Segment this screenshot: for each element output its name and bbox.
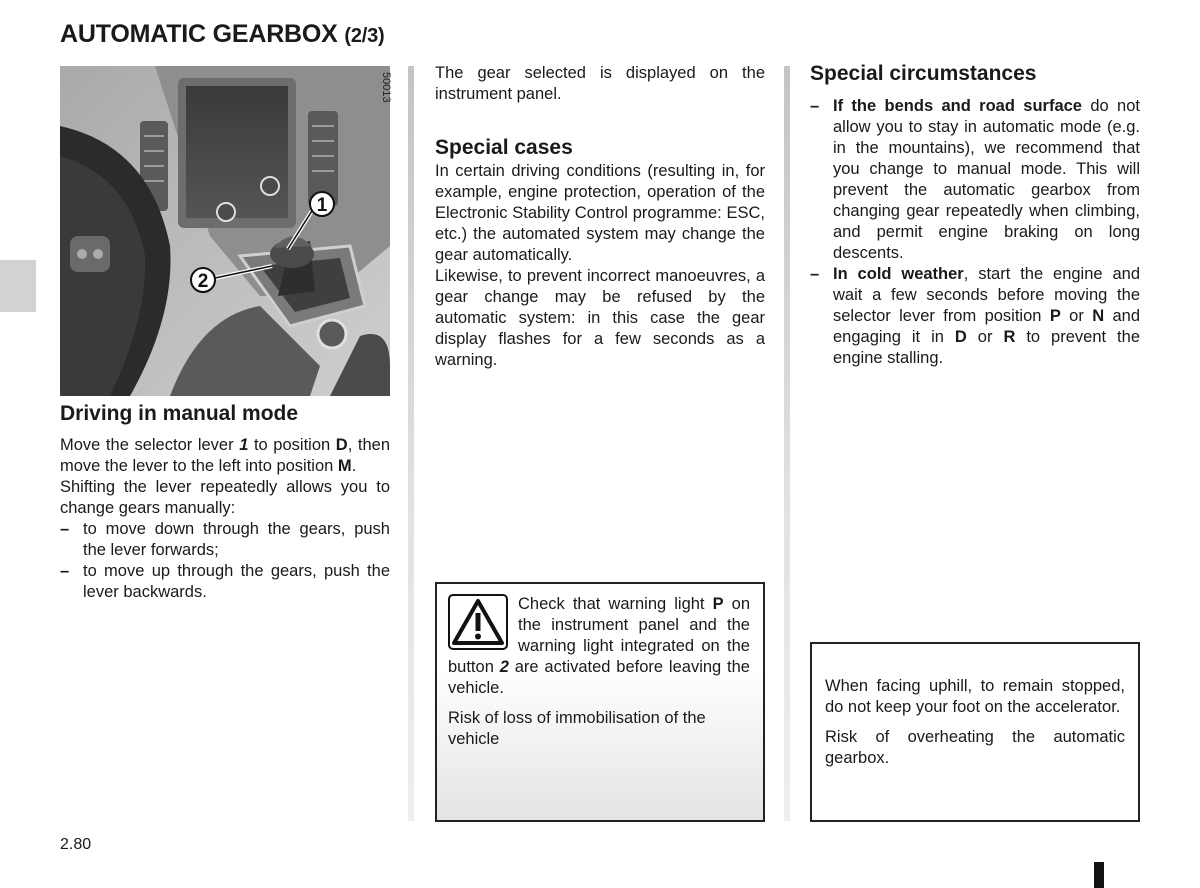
- column-divider: [408, 66, 414, 821]
- uphill-note-para-2: Risk of overheating the automatic gearbox.: [825, 728, 1125, 767]
- gear-selector-illustration: [60, 66, 390, 396]
- manual-mode-text: [60, 435, 390, 603]
- list-item: – If the bends and road surface do not allow you to stay in automatic mode (e.g. in the mountains), we recommend that you change to manual mode. This will prevent the automatic gearbox from changing gear repeatedly when climbing, and permit engine braking on long descents.: [810, 96, 1140, 264]
- page-title-text: AUTOMATIC GEARBOX: [60, 20, 338, 48]
- section-tab: [0, 260, 36, 312]
- uphill-note-text: [825, 676, 1125, 769]
- manual-mode-para-2: Shifting the lever repeatedly allows you to change gears manually:: [60, 478, 390, 517]
- page-title: [60, 20, 385, 49]
- list-item: – to move down through the gears, push the lever forwards;: [60, 519, 390, 561]
- warning-box: [435, 582, 765, 822]
- manual-mode-para-1: Move the selector lever 1 to position D, then move the lever to the left into position M.: [60, 436, 390, 475]
- page-number: 2.80: [60, 836, 92, 853]
- figure-code: 50013: [380, 72, 392, 103]
- special-cases-para-2: Likewise, to prevent incorrect manoeuvres, a gear change may be refused by the automatic system: in this case the gear display flashes for a few seconds as a warning.: [435, 267, 765, 369]
- page-corner-mark: [1094, 862, 1104, 888]
- gear-display-text: The gear selected is displayed on the instrument panel.: [435, 64, 765, 103]
- heading-special-circumstances: Special circumstances: [810, 62, 1037, 85]
- callout-2: [191, 268, 215, 292]
- callout-1: [310, 192, 334, 216]
- gear-selector-photo: [60, 66, 390, 396]
- warning-risk: Risk of loss of immobilisation of the vehicle: [448, 709, 706, 748]
- uphill-note-box: [810, 642, 1140, 822]
- column-divider: [784, 66, 790, 821]
- warning-triangle-icon: [448, 594, 508, 650]
- uphill-note-para-1: When facing uphill, to remain stopped, do not keep your foot on the accelerator.: [825, 677, 1125, 716]
- special-cases-text: [435, 161, 765, 371]
- svg-text:1: 1: [316, 195, 328, 216]
- heading-manual-mode: Driving in manual mode: [60, 402, 299, 425]
- special-cases-para-1: In certain driving conditions (resulting in, for example, engine protection, operation of the Electronic Stability Control programme: ESC, etc.) the automated system may change the gear automatically.: [435, 162, 765, 264]
- list-item: – to move up through the gears, push the lever backwards.: [60, 561, 390, 603]
- page-title-part: (2/3): [344, 25, 385, 47]
- list-item: – In cold weather, start the engine and wait a few seconds before moving the selector lever from position P or N and engaging it in D or R to prevent the engine stalling.: [810, 264, 1140, 369]
- special-circumstances-text: [810, 96, 1140, 369]
- warning-text: Check that warning light P on the instrument panel and the warning light integrated on the button 2 are activated before leaving the vehicle. Risk of loss of immobilisation of the vehicle: [448, 595, 751, 748]
- svg-text:2: 2: [197, 271, 209, 292]
- heading-special-cases: Special cases: [435, 136, 573, 159]
